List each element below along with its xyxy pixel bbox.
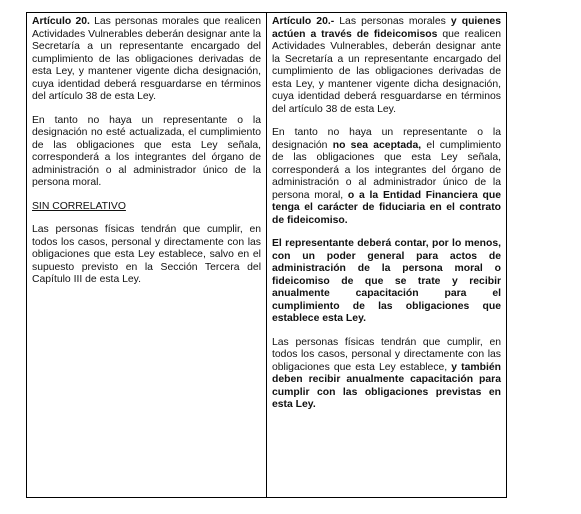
right-paragraph-4 bbox=[272, 337, 501, 412]
right-paragraph-3: El representante deberá contar, por lo menos, con un poder general para actos de administración de la persona moral o fideicomiso de que se trate y recibir anualmente capacitación para el cumplimiento de las obligaciones que establece esta Ley. bbox=[272, 238, 501, 324]
table-row bbox=[27, 13, 507, 498]
added-text: y quienes actúen a través de fideicomisos bbox=[272, 16, 501, 40]
added-text: y también deben recibir anualmente capacitación para cumplir con las obligaciones previstas en esta Ley. bbox=[272, 361, 501, 410]
article-text: que realicen Actividades Vulnerables, deberán designar ante la Secretaría a un representante encargado del cumplimiento de las obligaciones derivadas de esta Ley, y mantener vigente dicha designación, cuya identidad deberá resguardarse en términos del artículo 38 de esta Ley. bbox=[272, 28, 501, 115]
comparison-table bbox=[26, 12, 507, 498]
paragraph-text: el cumplimiento de las obligaciones que esta Ley señala, corresponderá a los integrantes del órgano de administración o al administrador único de la persona moral, bbox=[272, 139, 501, 201]
paragraph-text: Las personas físicas tendrán que cumplir, en todos los casos, personal y directamente con las obligaciones que esta Ley establece, bbox=[272, 336, 501, 373]
article-number: Artículo 20. bbox=[32, 16, 90, 27]
article-text: Las personas morales que realicen Actividades Vulnerables deberán designar ante la Secretaría a un representante encargado del cumplimiento de las obligaciones derivadas de esta Ley, y mantener vigente dicha designación, cuya identidad deberá resguardarse en términos del artículo 38 de esta Ley. bbox=[32, 16, 261, 102]
left-paragraph-2: En tanto no haya un representante o la designación no esté actualizada, el cumplimiento de las obligaciones que esta Ley señala, corresponderá a los integrantes del órgano de administración o al administrador único de la persona moral. bbox=[32, 114, 261, 188]
right-paragraph-2 bbox=[272, 127, 501, 227]
added-text: no sea aceptada, bbox=[332, 139, 422, 151]
right-article-paragraph bbox=[272, 16, 501, 116]
paragraph-text: En tanto no haya un representante o la designación bbox=[272, 127, 501, 151]
no-correlative-heading: SIN CORRELATIVO bbox=[32, 200, 126, 212]
left-heading bbox=[32, 201, 261, 214]
left-paragraph-3: Las personas físicas tendrán que cumplir, en todos los casos, personal y directamente con las obligaciones que esta Ley establece, salvo en el supuesto previsto en la Sección Tercera del Capítulo III de esta Ley. bbox=[32, 224, 261, 285]
left-column-current-text bbox=[27, 13, 267, 498]
article-number: Artículo 20.- bbox=[272, 16, 335, 27]
right-column-proposed-text bbox=[267, 13, 507, 498]
left-article-paragraph bbox=[32, 16, 261, 104]
added-text: o a la Entidad Financiera que tenga el carácter de fiduciaria en el contrato de fideicomiso. bbox=[272, 189, 501, 226]
article-text: Las personas morales bbox=[334, 16, 451, 27]
